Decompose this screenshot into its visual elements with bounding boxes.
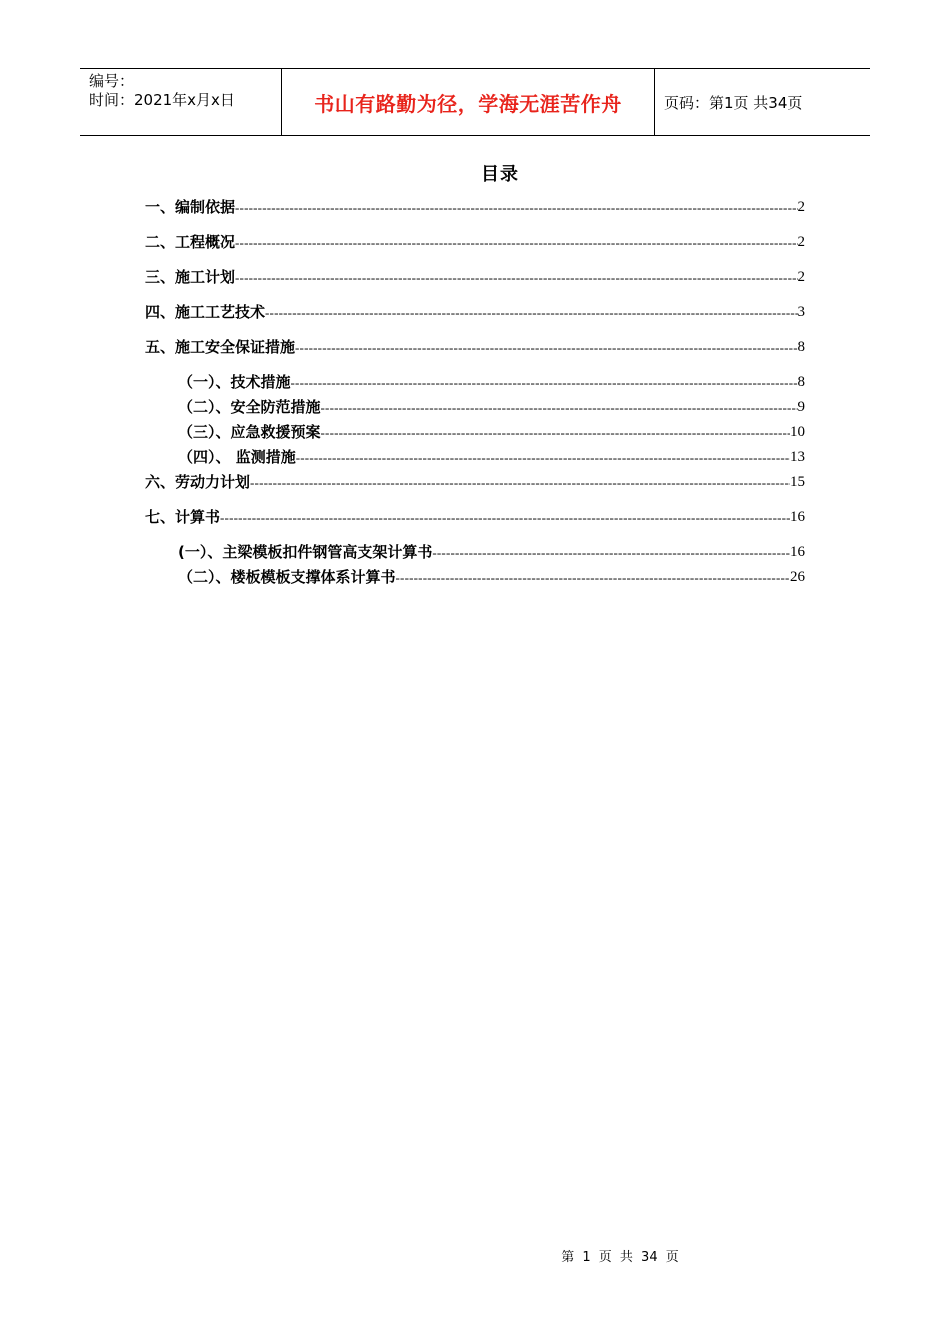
toc-dot-leader [235, 234, 797, 252]
header-page-cell [655, 69, 870, 135]
header-motto: 书山有路勤为径，学海无涯苦作舟 [314, 91, 622, 116]
toc-dot-leader [321, 424, 790, 442]
toc-entry-label: （二）、楼板模板支撑体系计算书 [178, 568, 396, 586]
toc-entry[interactable] [145, 301, 805, 323]
header-page-info: 页码：第1页 共34页 [664, 93, 803, 112]
toc-entry-page: 2 [797, 269, 805, 285]
toc-dot-leader [295, 339, 797, 357]
toc-entry-page: 26 [790, 569, 805, 585]
toc-entry-label: 五、施工安全保证措施 [145, 338, 296, 356]
toc-dot-leader [265, 304, 797, 322]
toc-entry-page: 3 [797, 304, 805, 320]
toc-subentry[interactable] [178, 396, 805, 418]
toc-entry-page: 9 [797, 399, 805, 415]
toc-entry-page: 15 [790, 474, 805, 490]
toc-dot-leader [321, 399, 798, 417]
header-left-cell [80, 69, 281, 135]
page-footer: 第 1 页 共 34 页 [561, 1250, 679, 1265]
toc-dot-leader [235, 269, 797, 287]
toc-subentry[interactable] [178, 566, 805, 588]
toc-entry-label: 六、劳动力计划 [145, 473, 251, 491]
toc-subentry[interactable] [178, 446, 805, 468]
toc-entry-page: 8 [797, 374, 805, 390]
toc-entry-page: 2 [797, 199, 805, 215]
toc-entry-label: （二）、安全防范措施 [178, 398, 321, 416]
page-header [80, 68, 870, 136]
document-time-label: 时间：2021年x月x日 [89, 91, 235, 109]
toc-subentry[interactable] [178, 421, 805, 443]
toc-entry-page: 16 [790, 544, 805, 560]
toc-title: 目录 [481, 164, 519, 185]
toc-entry-label: （一）、技术措施 [178, 373, 291, 391]
toc-entry-page: 13 [790, 449, 805, 465]
toc-entry[interactable] [145, 336, 805, 358]
toc-entry-label: 二、工程概况 [145, 233, 236, 251]
toc-entry-label: 七、计算书 [145, 508, 221, 526]
toc-dot-leader [220, 509, 790, 527]
toc-entry[interactable] [145, 231, 805, 253]
toc-entry[interactable] [145, 196, 805, 218]
toc-dot-leader [235, 199, 797, 217]
toc-dot-leader [432, 544, 790, 562]
toc-entry-label: 三、施工计划 [145, 268, 236, 286]
toc-entry-label: (一）、主梁模板扣件钢管高支架计算书 [178, 543, 433, 561]
toc-entry-label: 一、编制依据 [145, 198, 236, 216]
toc-subentry[interactable] [178, 541, 805, 563]
toc-entry-page: 16 [790, 509, 805, 525]
toc-dot-leader [396, 569, 790, 587]
header-motto-cell [281, 69, 655, 135]
toc-entry-label: （四）、 监测措施 [178, 448, 296, 466]
toc-entry[interactable] [145, 471, 805, 493]
document-number-label: 编号： [89, 72, 135, 90]
toc-dot-leader [296, 449, 790, 467]
toc-dot-leader [291, 374, 798, 392]
toc-entry-page: 8 [797, 339, 805, 355]
toc-entry-label: （三）、应急救援预案 [178, 423, 321, 441]
toc-entry-label: 四、施工工艺技术 [145, 303, 266, 321]
toc-entry[interactable] [145, 506, 805, 528]
toc-entry-page: 10 [790, 424, 805, 440]
toc-dot-leader [250, 474, 790, 492]
toc-entry[interactable] [145, 266, 805, 288]
toc-entry-page: 2 [797, 234, 805, 250]
toc-subentry[interactable] [178, 371, 805, 393]
